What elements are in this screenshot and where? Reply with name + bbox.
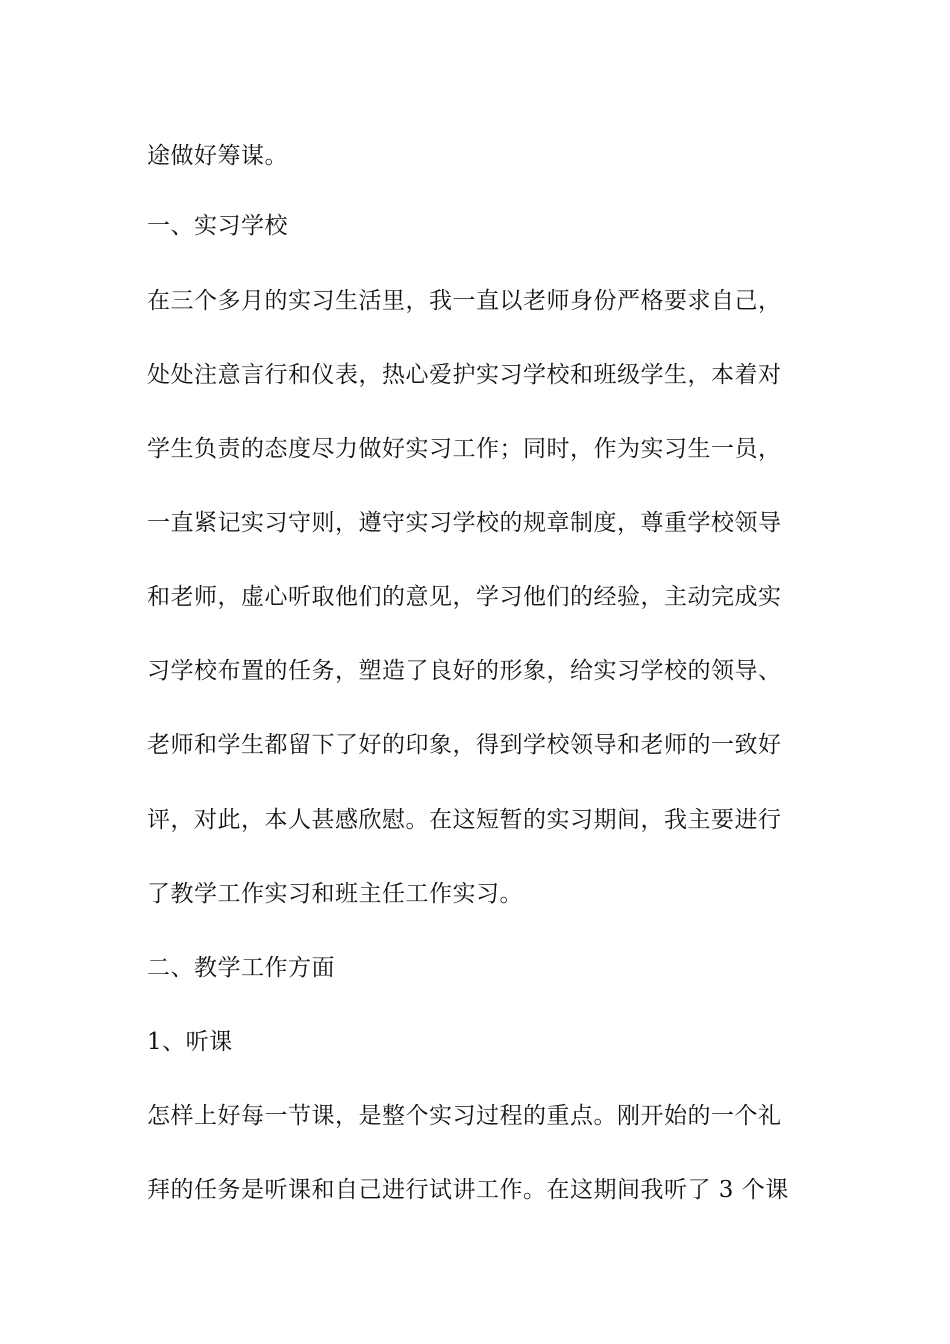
text-line: 在三个多月的实习生活里，我一直以老师身份严格要求自己， xyxy=(147,288,782,314)
text-line: 老师和学生都留下了好的印象，得到学校领导和老师的一致好 xyxy=(147,732,782,758)
text-line: 评，对此，本人甚感欣慰。在这短暂的实习期间，我主要进行 xyxy=(147,807,782,833)
text-line: 一直紧记实习守则，遵守实习学校的规章制度，尊重学校领导 xyxy=(147,510,782,536)
text-line: 拜的任务是听课和自己进行试讲工作。在这期间我听了 3 个课 xyxy=(147,1177,789,1203)
text-line: 和老师，虚心听取他们的意见，学习他们的经验，主动完成实 xyxy=(147,584,782,610)
section-heading: 二、教学工作方面 xyxy=(147,955,335,981)
subsection-heading: 1、听课 xyxy=(147,1029,233,1055)
text-line: 学生负责的态度尽力做好实习工作；同时，作为实习生一员， xyxy=(147,436,782,462)
section-heading: 一、实习学校 xyxy=(147,213,288,239)
text-line: 处处注意言行和仪表，热心爱护实习学校和班级学生，本着对 xyxy=(147,362,782,388)
text-line: 了教学工作实习和班主任工作实习。 xyxy=(147,881,523,907)
text-line: 怎样上好每一节课，是整个实习过程的重点。刚开始的一个礼 xyxy=(147,1103,782,1129)
text-line: 习学校布置的任务，塑造了良好的形象，给实习学校的领导、 xyxy=(147,658,782,684)
text-line: 途做好筹谋。 xyxy=(147,143,288,169)
